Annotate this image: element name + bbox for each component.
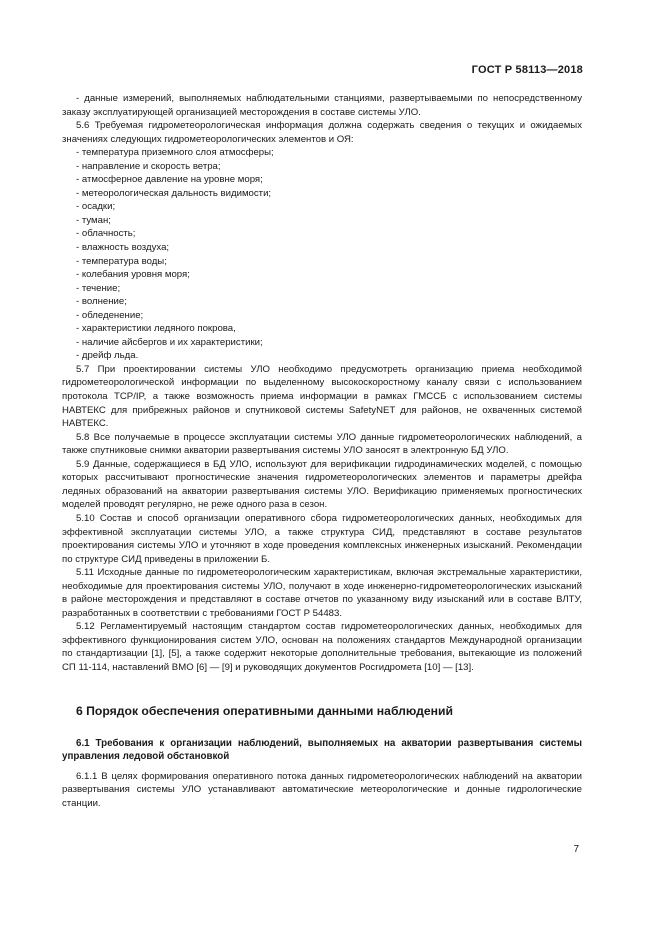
document-id-header: ГОСТ Р 58113—2018 [471,64,583,76]
list-item: - температура приземного слоя атмосферы; [76,147,274,159]
paragraph-5-10: 5.10 Состав и способ организации оперативного сбора гидрометеорологических данных, необходимых для эффективной эксплуатации системы УЛО, а также структура СИД, представляют в составе результатов проектирования системы УЛО и уточняют в ходе проведения комплексных инженерных изысканий. Рекомендации по структуре СИД приведены в приложении Б. [62,512,582,565]
list-item: - атмосферное давление на уровне моря; [76,174,263,186]
list-item: - характеристики ледяного покрова, [76,323,236,335]
paragraph-6-1-1: 6.1.1 В целях формирования оперативного потока данных гидрометеорологических наблюдений на акватории развертывания системы УЛО устанавливают автоматические метеорологические и донные гидрологические станции. [62,770,582,809]
list-item: - метеорологическая дальность видимости; [76,187,272,199]
list-item: - обледенение; [76,309,144,321]
paragraph-5-6: 5.6 Требуемая гидрометеорологическая информация должна содержать сведения о текущих и ожидаемых значениях следующих гидрометеорологических элементов и ОЯ: [62,120,582,145]
paragraph-5-11: 5.11 Исходные данные по гидрометеорологическим характеристикам, включая экстремальные характеристики, необходимые для проектирования системы УЛО, получают в ходе инженерно-гидрометеорологических изысканий в районе месторождения и представляют в составе отчетов по указанному виду изысканий или в составе ВЛТУ, разработанных в соответствии с требованиями ГОСТ Р 54483. [62,567,582,619]
paragraph-5-12: 5.12 Регламентируемый настоящим стандартом состав гидрометеорологических данных, необходимых для эффективного функционирования систем УЛО, основан на положениях стандартов Международной организации по стандартизации [1], [5], а также содержит некоторые дополнительные требования, вытекающие из положений СП 11-114, наставлений ВМО [6] — [9] и руководящих документов Росгидромета [10] — [13]. [62,621,582,673]
list-item: - направление и скорость ветра; [76,160,221,172]
paragraph-5-9: 5.9 Данные, содержащиеся в БД УЛО, используют для верификации гидродинамических моделей, с помощью которых рассчитывают прогностические значения гидрометеорологических элементов и параметры дрейфа ледяных образований на акватории развертывания системы УЛО. Верификацию применяемых прогностических моделей проводят регулярно, не реже одного раза в сезон. [62,458,582,511]
document-body [62,92,582,810]
paragraph-5-7: 5.7 При проектировании системы УЛО необходимо предусмотреть организацию приема необходимой гидрометеорологической информации по выделенному высокоскоростному каналу связи с использованием протокола TCP/IP, а также возможность приема информации в рамках ГМССБ с использованием системы НАВТЕКС для прибрежных районов и спутниковой системы SafetyNET для районов, не охваченных системой НАВТЕКС. [62,363,582,430]
list-item: - туман; [76,214,111,226]
list-item: - облачность; [76,228,136,240]
paragraph-measurement-data: - данные измерений, выполняемых наблюдательными станциями, развертываемыми по непосредственному заказу эксплуатирующей организацией месторождения в составе системы УЛО. [62,93,582,118]
list-item: - влажность воздуха; [76,242,170,254]
list-item: - колебания уровня моря; [76,269,190,281]
list-item: - осадки; [76,201,116,213]
paragraph-5-8: 5.8 Все получаемые в процессе эксплуатации системы УЛО данные гидрометеорологических наблюдений, а также спутниковые снимки акватории развертывания системы УЛО заносят в электронную БД УЛО. [62,431,582,457]
page-number: 7 [573,844,579,855]
list-item: - дрейф льда. [76,350,139,362]
list-item: - температура воды; [76,255,167,267]
list-item: - волнение; [76,296,127,308]
subsection-6-1-heading: 6.1 Требования к организации наблюдений, выполняемых на акватории развертывания системы управления ледовой обстановкой [62,737,582,763]
section-6-heading: 6 Порядок обеспечения оперативными данными наблюдений [76,703,454,718]
list-item: - наличие айсбергов и их характеристики; [76,336,263,348]
hydromet-elements-list [62,146,582,363]
list-item: - течение; [76,282,121,294]
